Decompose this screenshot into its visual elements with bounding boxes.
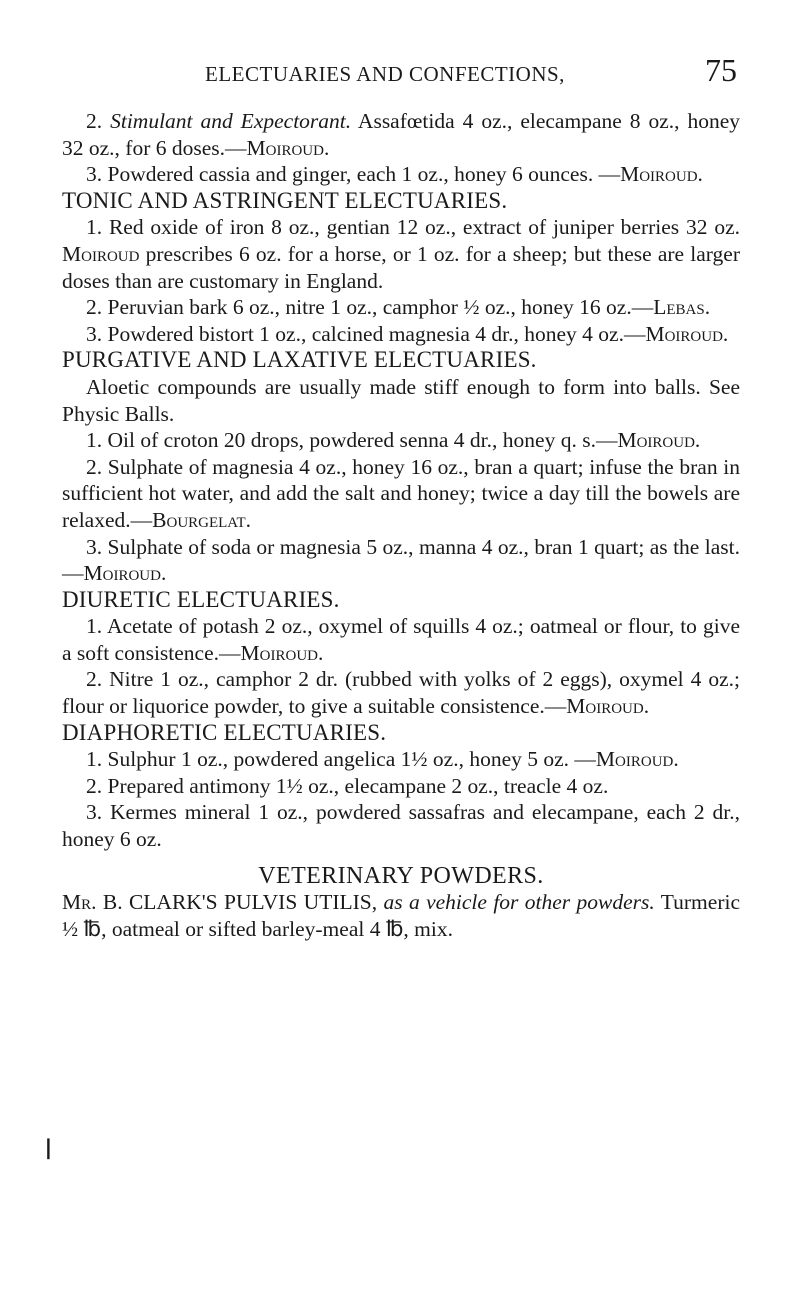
recipe-text: 2. Sulphate of magnesia 4 oz., honey 16 oz., bran a quart; infuse the bran in sufficient hot water, and add the salt and honey; twice a day till the bowels are relaxed.— xyxy=(62,454,740,532)
recipe-text: 3. Powdered bistort 1 oz., calcined magnesia 4 dr., honey 4 oz.— xyxy=(86,321,646,346)
recipe-diuretic-1 xyxy=(62,613,740,666)
recipe-text: 1. Acetate of potash 2 oz., oxymel of squills 4 oz.; oatmeal or flour, to give a soft consistence.— xyxy=(62,614,740,665)
recipe-diaphoretic-3: 3. Kermes mineral 1 oz., powdered sassafras and elecampane, each 2 dr., honey 6 oz. xyxy=(62,800,740,852)
page-number: 75 xyxy=(705,52,737,88)
recipe-purgative-2 xyxy=(62,454,740,534)
recipe-author: Moiroud. xyxy=(83,561,167,586)
recipe-purgative-1 xyxy=(62,427,740,454)
powder-text: Turmeric ½ ℔, oatmeal or sifted barley-meal 4 ℔, mix. xyxy=(62,890,740,941)
recipe-purgative-3 xyxy=(62,534,740,587)
section-heading-tonic: TONIC AND ASTRINGENT ELECTUARIES. xyxy=(62,187,508,213)
recipe-diaphoretic-1 xyxy=(62,746,740,773)
running-head: ELECTUARIES AND CONFECTIONS, xyxy=(205,62,565,86)
recipe-tonic-3 xyxy=(62,321,740,348)
recipe-text-continued: prescribes 6 oz. for a horse, or 1 oz. for a sheep; but these are larger doses than are customary in England. xyxy=(62,241,740,293)
recipe-author: Lebas. xyxy=(653,295,711,320)
powder-recipe xyxy=(62,889,740,942)
powder-lead-italic: as a vehicle for other powders. xyxy=(383,890,655,915)
recipe-number: 2. xyxy=(86,109,103,133)
section-heading-diuretic: DIURETIC ELECTUARIES. xyxy=(62,586,340,612)
recipe-text: 1. Red oxide of iron 8 oz., gentian 12 oz., extract of juniper berries 32 oz. xyxy=(86,215,740,240)
page-body xyxy=(62,108,740,942)
recipe-tonic-1 xyxy=(62,214,740,294)
recipe-author: Moiroud. xyxy=(617,428,701,453)
recipe-text: 1. Sulphur 1 oz., powdered angelica 1½ oz., honey 5 oz. — xyxy=(86,747,596,772)
recipe-author: Moiroud. xyxy=(620,162,703,187)
recipe-author: Moiroud xyxy=(62,241,140,266)
section-heading-powders: VETERINARY POWDERS. xyxy=(258,862,544,889)
recipe-text: 2. Nitre 1 oz., camphor 2 dr. (rubbed with yolks of 2 eggs), oxymel 4 oz.; flour or liquorice powder, to give a suitable consistence.— xyxy=(62,667,740,719)
section-heading-purgative: PURGATIVE AND LAXATIVE ELECTUARIES. xyxy=(62,347,537,373)
recipe-stimulant-2 xyxy=(62,108,740,161)
recipe-text: 3. Powdered cassia and ginger, each 1 oz., honey 6 ounces. — xyxy=(86,162,621,187)
recipe-text: 1. Oil of croton 20 drops, powdered senna 4 dr., honey q. s.— xyxy=(86,428,618,453)
section-heading-diaphoretic: DIAPHORETIC ELECTUARIES. xyxy=(62,719,387,745)
recipe-stimulant-3 xyxy=(62,161,740,188)
recipe-text: 2. Peruvian bark 6 oz., nitre 1 oz., camphor ½ oz., honey 16 oz.— xyxy=(86,295,654,320)
recipe-diaphoretic-2: 2. Prepared antimony 1½ oz., elecampane 2 oz., treacle 4 oz. xyxy=(86,773,609,798)
recipe-author: Moiroud. xyxy=(595,747,679,772)
recipe-author: Moiroud. xyxy=(566,694,650,719)
recipe-diuretic-2 xyxy=(62,666,740,719)
recipe-author: Moiroud. xyxy=(645,321,729,346)
recipe-author: Moiroud. xyxy=(246,135,330,160)
recipe-text: 3. Sulphate of soda or magnesia 5 oz., manna 4 oz., bran 1 quart; as the last.— xyxy=(62,534,740,586)
powder-lead: Mr. B. CLARK'S PULVIS UTILIS, xyxy=(62,890,378,915)
recipe-title: Stimulant and Expectorant. xyxy=(110,109,352,133)
recipe-author: Moiroud. xyxy=(240,640,324,665)
recipe-text: Assafœtida 4 oz., elecampane 8 oz., honey 32 oz., for 6 doses.— xyxy=(62,109,740,160)
purgative-intro: Aloetic compounds are usually made stiff enough to form into balls. See Physic Balls. xyxy=(62,374,740,426)
recipe-tonic-2 xyxy=(62,294,740,321)
recipe-author: Bourgelat. xyxy=(152,507,252,532)
margin-mark: ❘ xyxy=(40,1137,57,1159)
